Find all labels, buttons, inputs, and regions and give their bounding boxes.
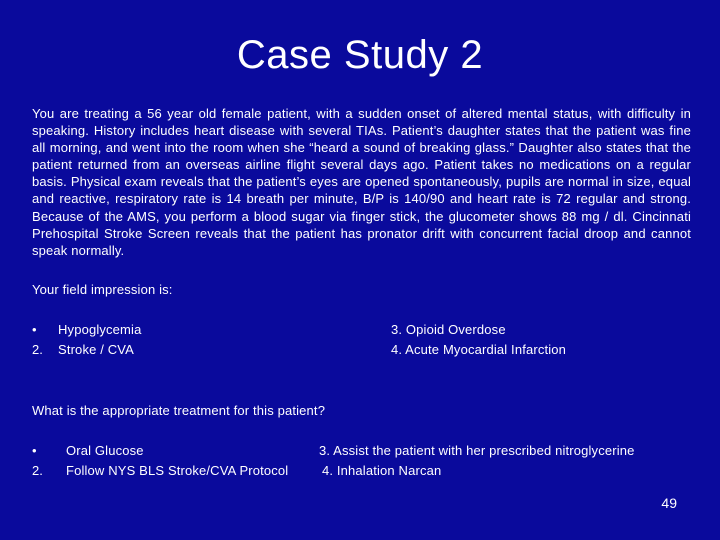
question-2-option-3[interactable]: 3. Assist the patient with her prescribed nitroglycerine bbox=[319, 443, 635, 458]
question-2-prompt: What is the appropriate treatment for this patient? bbox=[32, 403, 326, 418]
question-1-option-3[interactable]: 3. Opioid Overdose bbox=[391, 322, 506, 337]
question-1-option-2[interactable]: Stroke / CVA bbox=[58, 342, 134, 357]
case-description: You are treating a 56 year old female patient, with a sudden onset of altered mental status, with difficulty in speaking. History includes heart disease with several TIAs. Patient’s daughter states that the patient was fine all morning, and went into the room when she “heard a sound of breaking glass.” Daughter also states that the patient returned from an overseas airline flight several days ago. Patient takes no medications on a regular basis. Physical exam reveals that the patient’s eyes are opened spontaneously, pupils are normal in size, equal and reactive, respiratory rate is 14 breath per minute, B/P is 140/90 and heart rate is 72 regular and strong. Because of the AMS, you perform a blood sugar via finger stick, the glucometer shows 88 mg / dl. Cincinnati Prehospital Stroke Screen reveals that the patient has pronator drift with concurrent facial droop and cannot speak normally. bbox=[32, 106, 691, 258]
question-1-option-2-marker: 2. bbox=[32, 342, 43, 357]
question-2-option-4[interactable]: 4. Inhalation Narcan bbox=[322, 463, 442, 478]
slide-title: Case Study 2 bbox=[236, 33, 484, 77]
question-2-option-1[interactable]: Oral Glucose bbox=[66, 443, 144, 458]
question-2-option-2-marker: 2. bbox=[32, 463, 43, 478]
question-2-option-1-marker: • bbox=[32, 443, 37, 458]
question-1-option-4[interactable]: 4. Acute Myocardial Infarction bbox=[391, 342, 567, 357]
question-2-option-2[interactable]: Follow NYS BLS Stroke/CVA Protocol bbox=[66, 463, 289, 478]
question-1-option-1[interactable]: Hypoglycemia bbox=[58, 322, 142, 337]
question-1-prompt: Your field impression is: bbox=[32, 282, 173, 297]
page-number: 49 bbox=[661, 495, 677, 511]
question-1-option-1-marker: • bbox=[32, 322, 37, 337]
